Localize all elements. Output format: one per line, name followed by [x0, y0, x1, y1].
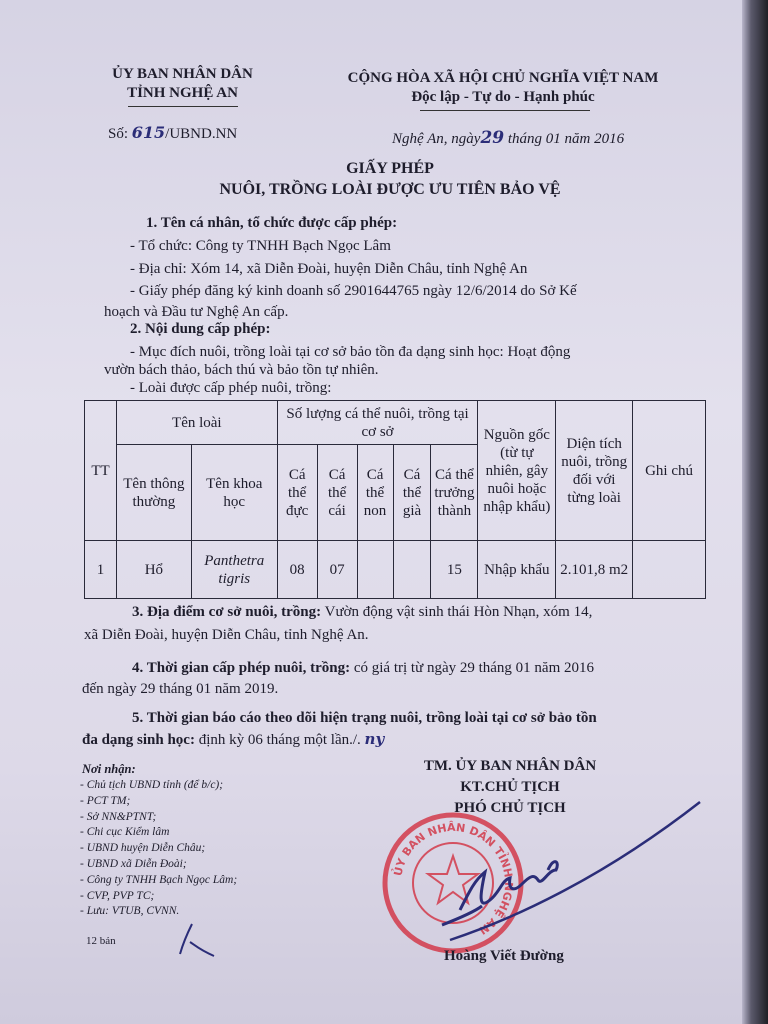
cell-male: 08: [277, 541, 317, 599]
agency-underline: [128, 106, 238, 107]
section4-text1: có giá trị từ ngày 29 tháng 01 năm 2016: [353, 660, 595, 676]
signature-line1: TM. ỦY BAN NHÂN DÂN: [423, 758, 597, 774]
section3-text2: xã Diễn Đoài, huyện Diễn Châu, tỉnh Nghệ An.: [84, 627, 369, 643]
signer-name: Hoàng Viết Đường: [444, 948, 564, 964]
recipient-item: - UBND huyện Diễn Châu;: [80, 842, 206, 855]
signature-scribble-icon: [430, 800, 710, 950]
date-day-handwritten: 29: [480, 128, 505, 148]
signature-line3: PHÓ CHỦ TỊCH: [454, 800, 566, 816]
header-note: Ghi chú: [633, 401, 706, 541]
header-tt: TT: [85, 401, 117, 541]
date-prefix: Nghệ An, ngày: [392, 131, 481, 147]
header-common-name: Tên thông thường: [116, 445, 191, 541]
section4-heading: 4. Thời gian cấp phép nuôi, trồng:: [132, 660, 351, 676]
header-species: Tên loài: [116, 401, 277, 445]
section1-org: - Tổ chức: Công ty TNHH Bạch Ngọc Lâm: [130, 238, 391, 254]
recipients-title: Nơi nhận:: [82, 762, 136, 776]
initials-scribble-icon: [170, 920, 220, 960]
section4-line1: [132, 660, 594, 677]
recipient-item: - Công ty TNHH Bạch Ngọc Lâm;: [80, 873, 238, 886]
recipient-item: - CVP, PVP TC;: [80, 889, 155, 902]
page-edge-shadow: [742, 0, 768, 1024]
section1-license-line1: - Giấy phép đăng ký kinh doanh số 2901644765 ngày 12/6/2014 do Sở Kế: [130, 283, 577, 299]
section5-heading1: 5. Thời gian báo cáo theo dõi hiện trạng nuôi, trồng loài tại cơ sở bảo tồn: [132, 710, 597, 726]
section2-purpose-line2: vườn bách thảo, bách thú và bảo tồn tự nhiên.: [104, 362, 379, 378]
recipient-item: - Sở NN&PTNT;: [80, 810, 157, 823]
header-juvenile: Cá thể non: [357, 445, 393, 541]
recipient-item: - Chủ tịch UBND tỉnh (để b/c);: [80, 779, 224, 791]
agency-name-line2: TỈNH NGHỆ AN: [127, 85, 238, 101]
header-scientific-name: Tên khoa học: [191, 445, 277, 541]
cell-scientific-name: Panthetra tigris: [191, 541, 277, 599]
section3-line1: [132, 604, 592, 621]
recipient-item: - Lưu: VTUB, CVNN.: [80, 905, 180, 918]
header-male: Cá thể đực: [277, 445, 317, 541]
recipients-list: [80, 778, 237, 920]
section2-purpose-line1: - Mục đích nuôi, trồng loài tại cơ sở bảo tồn đa dạng sinh học: Hoạt động: [130, 344, 571, 360]
header-adult: Cá thể trưởng thành: [431, 445, 478, 541]
section2-species-intro: - Loài được cấp phép nuôi, trồng:: [130, 380, 332, 396]
section4-text2: đến ngày 29 tháng 01 năm 2019.: [82, 681, 279, 697]
country-name: CỘNG HÒA XÃ HỘI CHỦ NGHĨA VIỆT NAM: [347, 70, 659, 86]
country-motto: Độc lập - Tự do - Hạnh phúc: [411, 89, 595, 105]
section5-heading2: đa dạng sinh học:: [82, 732, 195, 748]
section1-address: - Địa chỉ: Xóm 14, xã Diễn Đoài, huyện Diễn Châu, tỉnh Nghệ An: [130, 261, 528, 277]
doc-number-suffix: /UBND.NN: [165, 126, 238, 142]
cell-note: [633, 541, 706, 599]
cell-adult: 15: [431, 541, 478, 599]
section1-license-line2: hoạch và Đầu tư Nghệ An cấp.: [104, 304, 289, 320]
signature-line2: KT.CHỦ TỊCH: [460, 779, 560, 795]
section2-heading: 2. Nội dung cấp phép:: [130, 321, 271, 337]
cell-area: 2.101,8 m2: [556, 541, 633, 599]
cell-origin: Nhập khẩu: [478, 541, 556, 599]
section5-line2: [82, 730, 384, 749]
header-female: Cá thể cái: [317, 445, 357, 541]
date-suffix: tháng 01 năm 2016: [507, 131, 625, 147]
cell-old: [393, 541, 431, 599]
header-count: Số lượng cá thể nuôi, trồng tại cơ sở: [277, 401, 478, 445]
section5-text: định kỳ 06 tháng một lần./.: [198, 732, 361, 748]
doc-date: [392, 128, 624, 148]
motto-underline: [420, 110, 590, 111]
cell-female: 07: [317, 541, 357, 599]
section1-heading: 1. Tên cá nhân, tổ chức được cấp phép:: [146, 215, 398, 231]
doc-number-prefix: Số:: [108, 126, 129, 142]
header-area: Diện tích nuôi, trồng đối với từng loài: [556, 401, 633, 541]
recipient-item: - UBND xã Diễn Đoài;: [80, 857, 187, 870]
doc-title: GIẤY PHÉP: [346, 160, 434, 177]
section5-initials: ny: [364, 730, 385, 748]
recipient-item: - Chi cục Kiểm lâm: [80, 826, 170, 839]
stamp-text: ỦY BAN NHÂN DÂN TỈNH NGHỆ AN: [391, 820, 516, 937]
doc-number-handwritten: 615: [131, 123, 166, 142]
section3-text1: Vườn động vật sinh thái Hòn Nhạn, xóm 14,: [324, 604, 593, 620]
recipient-item: - PCT TM;: [80, 794, 131, 807]
section3-heading: 3. Địa điểm cơ sở nuôi, trồng:: [132, 604, 322, 620]
table-row: [85, 541, 706, 599]
copies-count: 12 bản: [86, 935, 116, 947]
doc-number: [108, 123, 237, 143]
doc-subtitle: NUÔI, TRỒNG LOÀI ĐƯỢC ƯU TIÊN BẢO VỆ: [219, 181, 561, 198]
species-table: [84, 400, 706, 599]
cell-juvenile: [357, 541, 393, 599]
cell-tt: 1: [85, 541, 117, 599]
header-old: Cá thể già: [393, 445, 431, 541]
cell-common-name: Hổ: [116, 541, 191, 599]
header-origin: Nguồn gốc (từ tự nhiên, gây nuôi hoặc nhập khẩu): [478, 401, 556, 541]
agency-name-line1: ỦY BAN NHÂN DÂN: [112, 66, 253, 82]
